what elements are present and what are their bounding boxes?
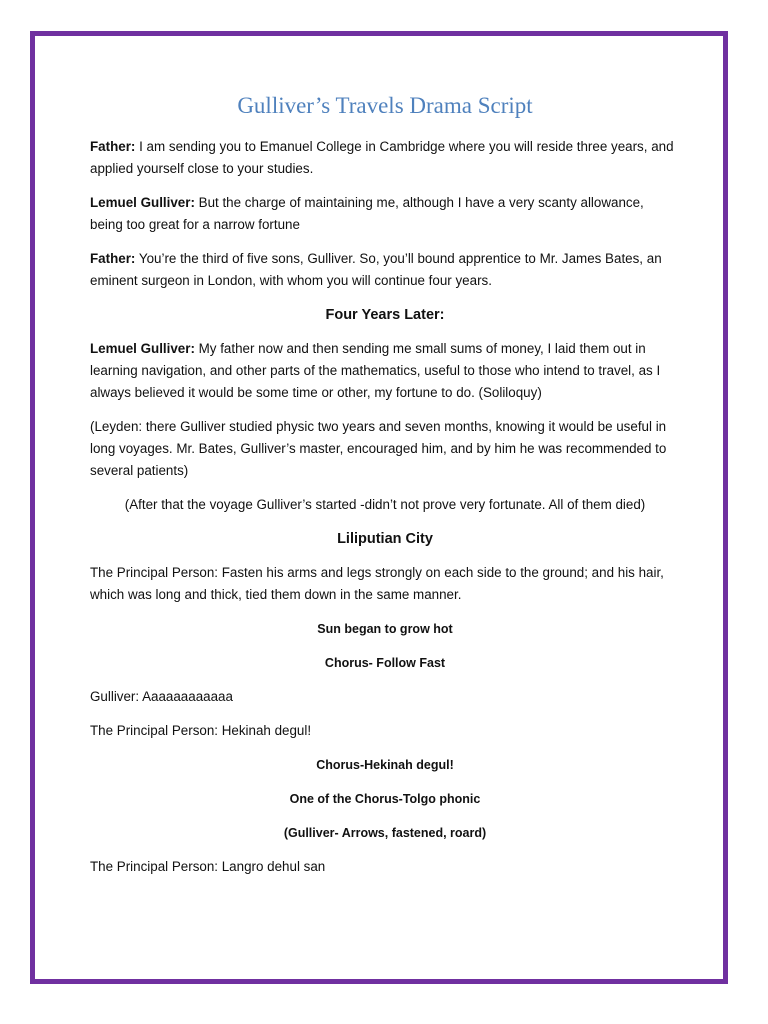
dialogue-gulliver-2 xyxy=(90,338,680,404)
stage-line-chorus-follow: Chorus- Follow Fast xyxy=(324,656,446,670)
stage-direction-leyden: (Leyden: there Gulliver studied physic two years and seven months, knowing it would be useful in long voyages. Mr. Bates, Gulliver’s master, encouraged him, and by him he was recommended to several patients) xyxy=(90,419,667,478)
dialogue-text: My father now and then sending me small sums of money, I laid them out in learning navigation, and other parts of the mathematics, useful to those who intend to travel, as I always believed it would be some time or other, my fortune to do. (Soliloquy) xyxy=(90,341,661,400)
dialogue-gulliver-1 xyxy=(90,192,680,236)
section-heading-four-years-later: Four Years Later: xyxy=(325,307,445,323)
dialogue-gulliver-3: Gulliver: Aaaaaaaaaaaa xyxy=(90,689,233,704)
stage-line-chorus-hekinah: Chorus-Hekinah degul! xyxy=(316,758,454,772)
document-title: Gulliver’s Travels Drama Script xyxy=(237,93,533,118)
stage-line-gulliver-arrows: (Gulliver- Arrows, fastened, roard) xyxy=(283,826,487,840)
stage-line-chorus-tolgo: One of the Chorus-Tolgo phonic xyxy=(289,792,481,806)
section-heading-liliputian-city: Liliputian City xyxy=(337,531,433,547)
speaker-label: Father: xyxy=(90,251,136,266)
speaker-label: Lemuel Gulliver: xyxy=(90,341,195,356)
dialogue-father-2 xyxy=(90,248,680,292)
dialogue-text: But the charge of maintaining me, although I have a very scanty allowance, being too great for a narrow fortune xyxy=(90,195,644,232)
stage-direction-voyage: (After that the voyage Gulliver’s started -didn’t not prove very fortunate. All of them died) xyxy=(124,497,646,512)
dialogue-text: I am sending you to Emanuel College in Cambridge where you will reside three years, and applied yourself close to your studies. xyxy=(90,139,674,176)
dialogue-principal-person-2: The Principal Person: Hekinah degul! xyxy=(90,723,312,738)
dialogue-principal-person-3: The Principal Person: Langro dehul san xyxy=(90,859,326,874)
document-body xyxy=(90,88,680,890)
speaker-label: Lemuel Gulliver: xyxy=(90,195,195,210)
dialogue-father-1 xyxy=(90,136,680,180)
stage-line-sun: Sun began to grow hot xyxy=(317,622,453,636)
dialogue-text: You’re the third of five sons, Gulliver. So, you’ll bound apprentice to Mr. James Bates, an eminent surgeon in London, with whom you will continue four years. xyxy=(90,251,662,288)
speaker-label: Father: xyxy=(90,139,136,154)
dialogue-principal-person-1: The Principal Person: Fasten his arms and legs strongly on each side to the ground; and his hair, which was long and thick, tied them down in the same manner. xyxy=(90,565,664,602)
